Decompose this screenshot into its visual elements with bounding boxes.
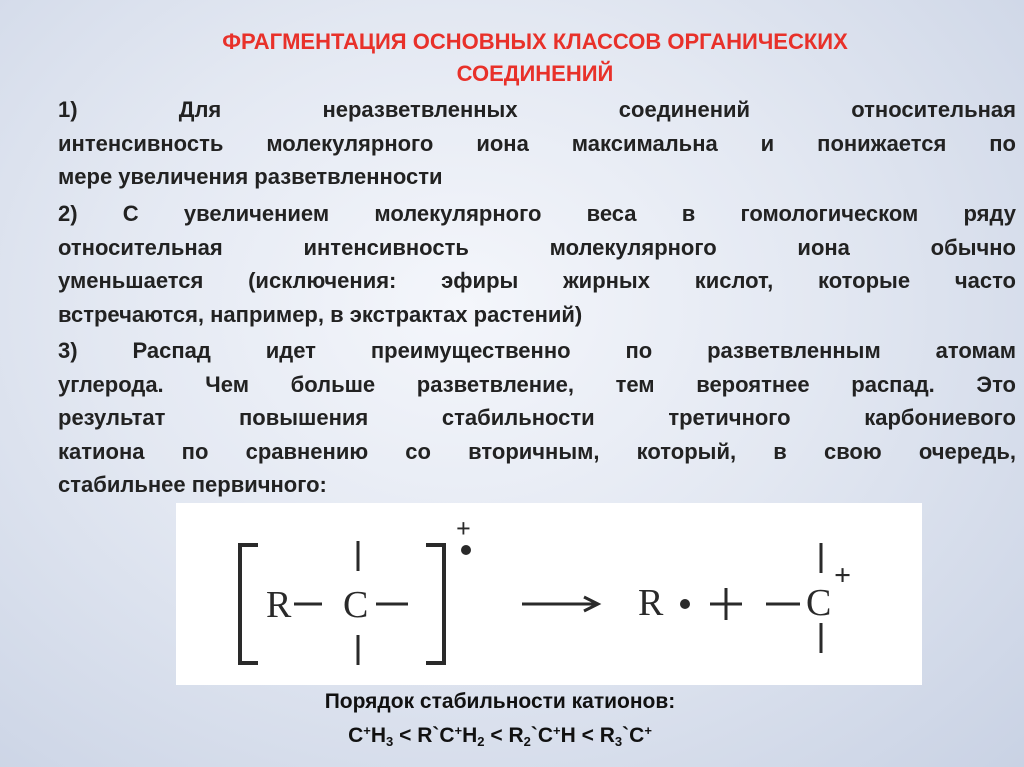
left-bracket [240,545,256,663]
atom-c-right: C [806,582,832,624]
point-3-line: катиона по сравнению со вторичным, который, в свою очередь, [58,438,1016,464]
formula-segment: + [644,723,652,738]
point-1 [58,93,1016,194]
cation-charge: + [834,559,852,592]
stability-order-title: Порядок стабильности катионов: [324,690,676,713]
formula-segment: C [348,724,364,747]
radical-cation-charge: + [456,514,471,543]
fragmentation-scheme [176,503,922,685]
slide-title-line-2: СОЕДИНЕНИЙ [456,61,614,86]
point-2-line: 2) С увеличением молекулярного веса в гомологическом ряду [58,201,1016,226]
point-3 [58,334,1016,502]
formula-segment: H [462,724,478,747]
atom-r-left: R [266,584,292,626]
formula-segment: < R`C [393,724,455,747]
point-3-line: результат повышения стабильности третичного карбониевого [58,405,1016,430]
formula-segment: 3 [614,734,623,749]
formula-segment: 2 [477,734,485,749]
formula-segment: + [363,723,371,738]
atom-c-left: C [343,584,369,626]
point-3-line: стабильнее первичного: [58,472,327,497]
point-2-line: встречаются, например, в экстрактах растений) [58,301,583,327]
formula-segment: 2 [523,734,531,749]
point-3-line: углерода. Чем больше разветвление, тем вероятнее распад. Это [58,371,1016,397]
formula-segment: `C [530,724,554,747]
point-2-line: уменьшается (исключения: эфиры жирных кислот, которые часто [58,268,1016,293]
point-1-line: интенсивность молекулярного иона максимальна и понижается по [58,130,1016,156]
formula-segment: + [553,723,561,738]
formula-segment: < R [484,724,524,747]
atom-r-right: R [638,582,664,624]
point-2 [58,197,1016,331]
radical-dot-product [680,599,690,609]
formula-segment: 3 [386,734,394,749]
stability-order-formula [150,723,850,749]
formula-segment: H < R [560,724,615,747]
formula-segment: H [370,724,387,747]
point-1-line: мере увеличения разветвленности [58,164,443,189]
radical-dot [461,545,471,555]
slide-title [100,26,970,90]
formula-segment: `C [622,724,645,747]
point-3-line: 3) Распад идет преимущественно по разветвленным атомам [58,338,1016,363]
right-bracket [428,545,444,663]
point-1-line: 1) Для неразветвленных соединений относительная [58,97,1016,122]
formula-segment: + [454,723,463,738]
point-2-line: относительная интенсивность молекулярного иона обычно [58,234,1016,260]
slide-title-line-1: ФРАГМЕНТАЦИЯ ОСНОВНЫХ КЛАССОВ ОРГАНИЧЕСКИХ [222,29,848,54]
fragmentation-scheme-drawing [176,503,922,685]
